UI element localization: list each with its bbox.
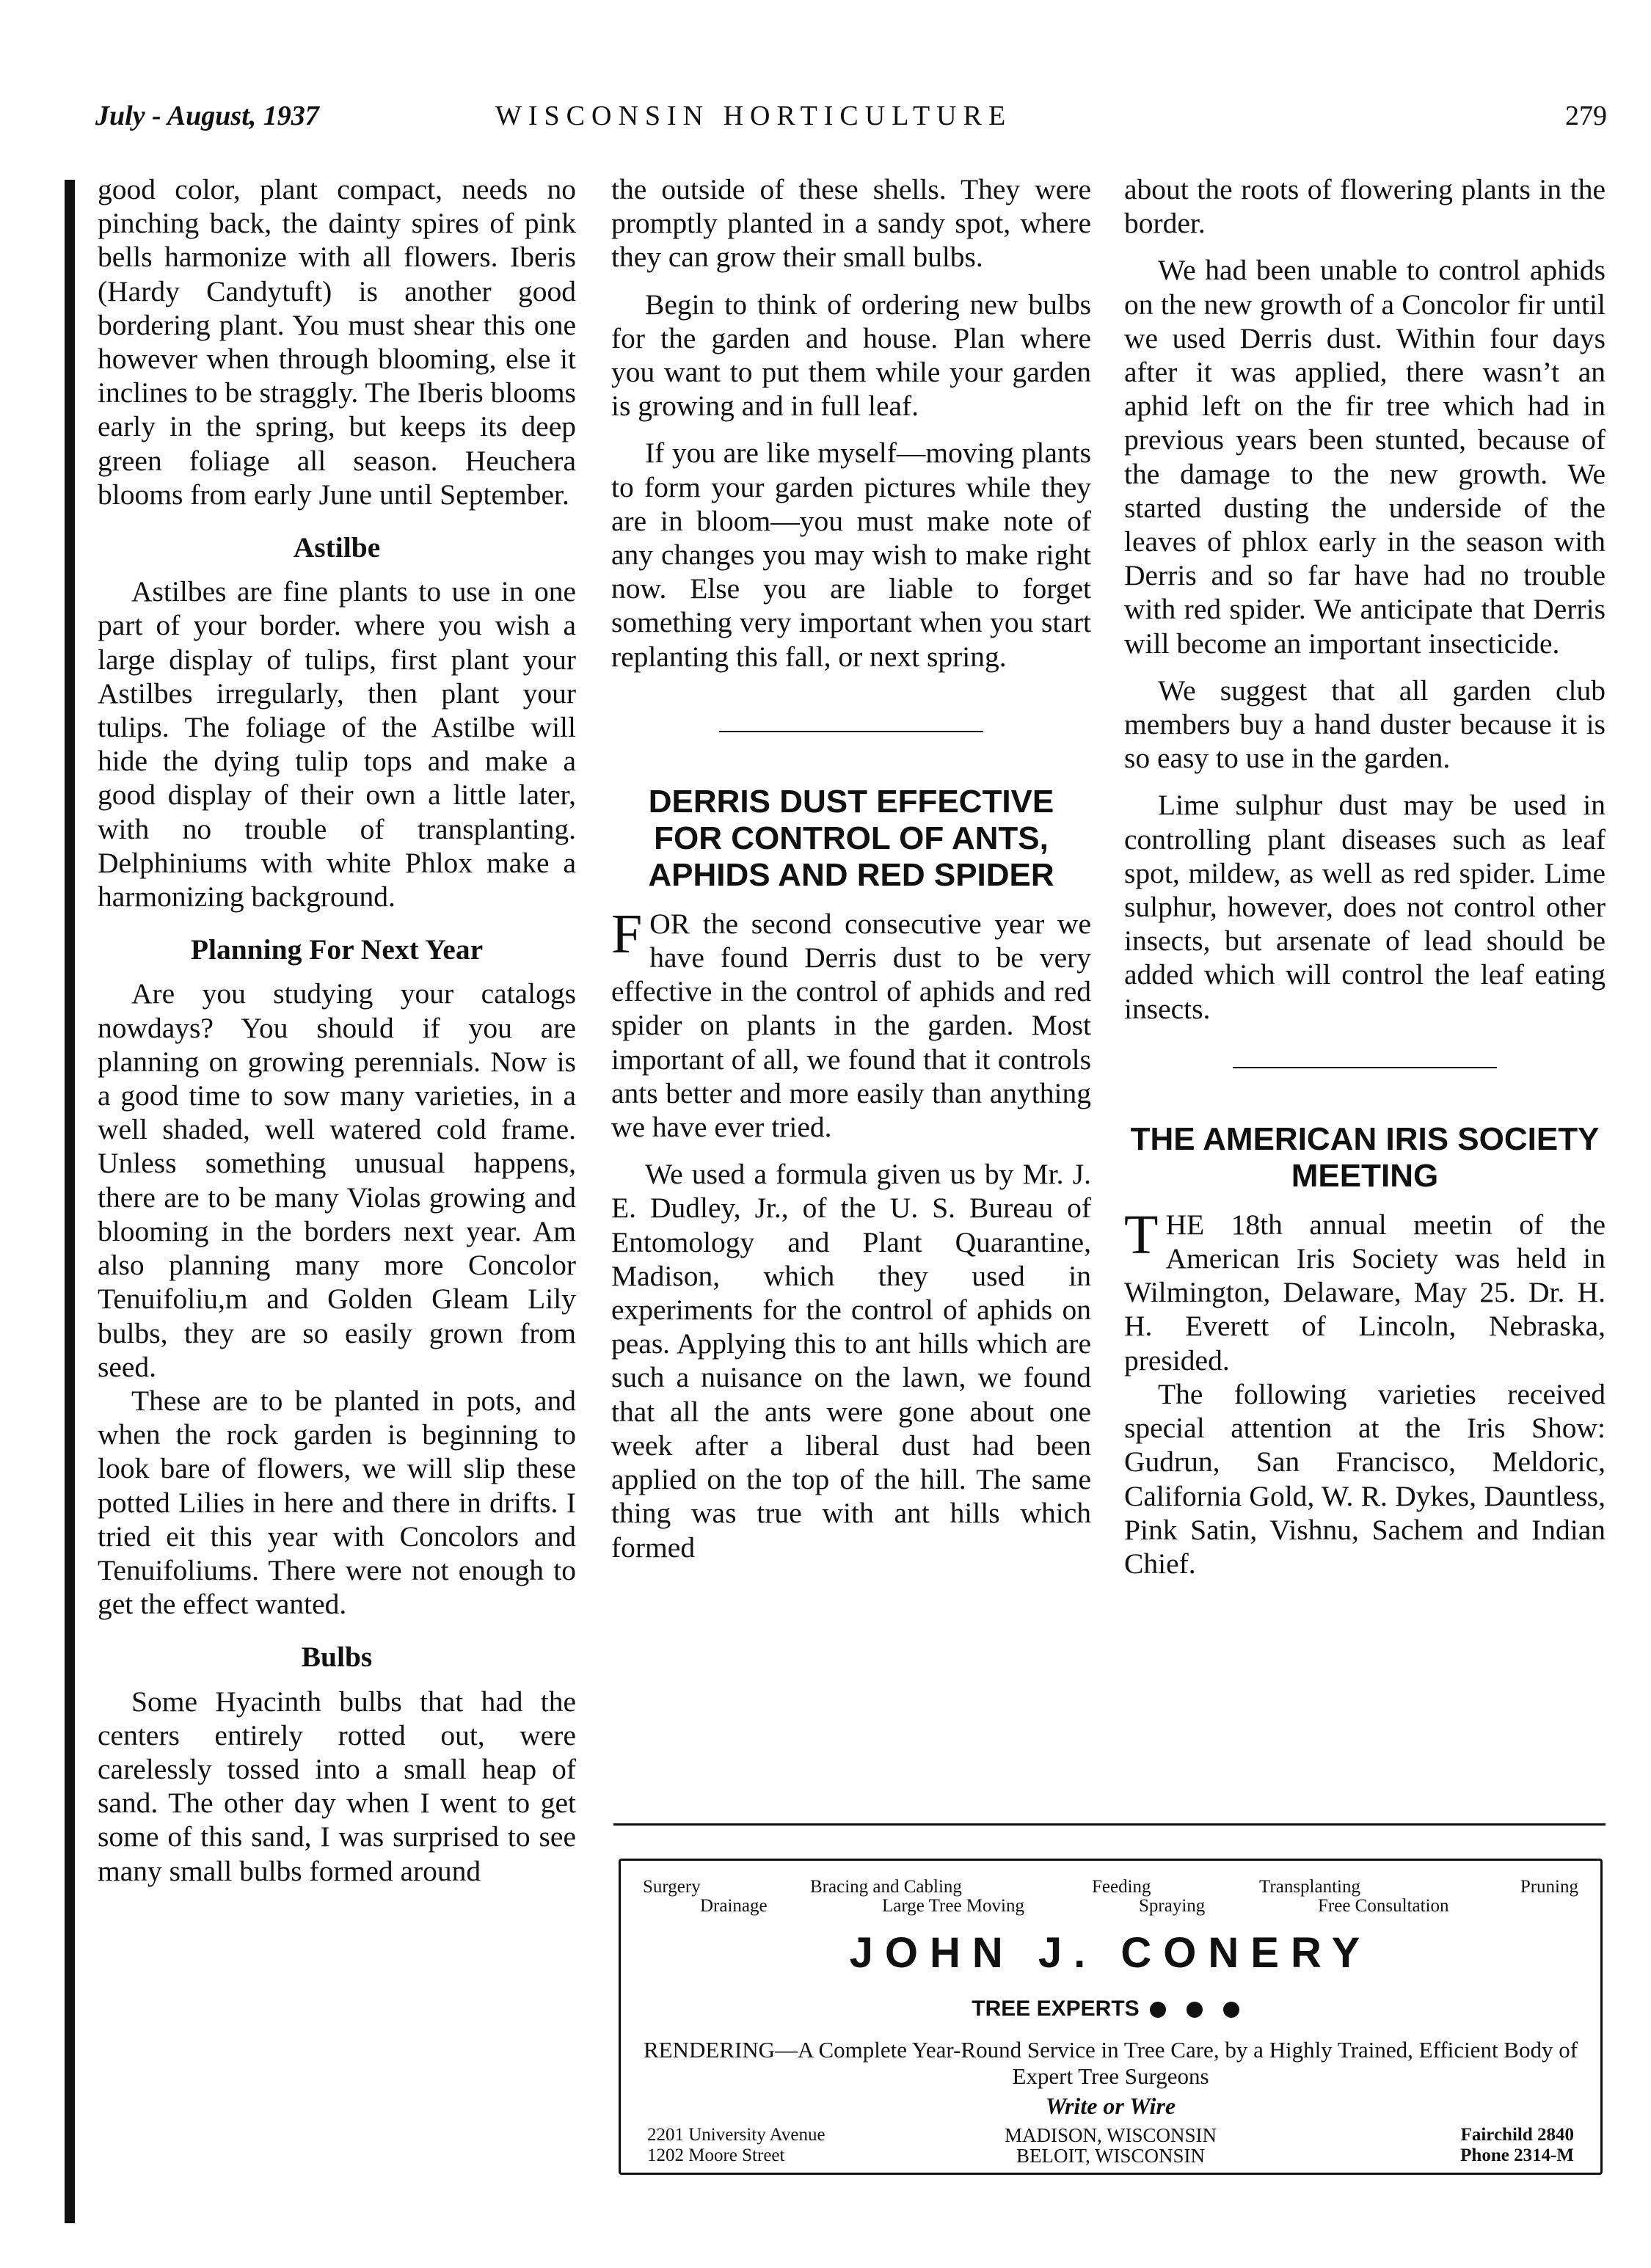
drop-cap: F: [611, 903, 643, 965]
paragraph: We used a formula given us by Mr. J. E. Dudley, Jr., of the U. S. Bureau of Entomology and Plant Quarantine, Madison, which they used in experiments for the control of aphids on peas. Applying this to ant hills which are such a nuisance on the lawn, we found that all the ants were gone about one week after a liberal dust had been applied on the top of the hill. The same thing was true with ant hills which formed: [611, 1158, 1091, 1564]
paragraph: Astilbes are fine plants to use in one part of your border. where you wish a large display of tulips, first plant your Astilbes irregularly, then plant your tulips. The foliage of the Astilbe will hide the dying tulip tops and make a good display of their own a little later, with no trouble of transplanting. Delphiniums with white Phlox make a harmonizing background.: [98, 575, 576, 914]
service-item: Feeding: [1092, 1877, 1151, 1897]
issue-date: July - August, 1937: [95, 101, 319, 131]
left-margin-bar: [65, 180, 75, 2223]
advertisement-box: [619, 1859, 1603, 2175]
page-header: [95, 100, 1607, 136]
subheading-astilbe: Astilbe: [293, 531, 381, 564]
service-item: Transplanting: [1259, 1877, 1360, 1897]
service-item: Bracing and Cabling: [810, 1877, 962, 1897]
bullet-dot: [1150, 2002, 1166, 2018]
paragraph: the outside of these shells. They were promptly planted in a sandy spot, where they can grow their small bulbs.: [611, 173, 1091, 274]
street-addresses: 2201 University Avenue 1202 Moore Street: [647, 2125, 826, 2165]
paragraph: If you are like myself—moving plants to form your garden pictures while they are in bloom—you must make note of any changes you may wish to make right now. Else you are liable to forget something very important when you start replanting this fall, or next spring.: [611, 437, 1091, 673]
company-name: JOHN J. CONERY: [849, 1929, 1372, 1977]
subheading-planning: Planning For Next Year: [190, 933, 484, 966]
drop-cap: T: [1124, 1203, 1159, 1266]
paragraph: These are to be planted in pots, and when the rock garden is beginning to look bare of flowers, we will slip these potted Lilies in here and there in drifts. I tried eit this year with Concolors and Tenuifoliums. There were not enough to get the effect wanted.: [98, 1384, 576, 1621]
service-item: Free Consultation: [1318, 1896, 1449, 1916]
paragraph: Lime sulphur dust may be used in controlling plant diseases such as leaf spot, mildew, as well as red spider. Lime sulphur, however, does not control other insects, but arsenate of lead should be added which will control the leaf eating insects.: [1124, 789, 1606, 1025]
company-subtitle: TREE EXPERTS: [621, 1999, 1600, 2019]
paragraph: THE 18th annual meetin of the American Iris Society was held in Wilmington, Delaware, May 25. Dr. H. H. Everett of Lincoln, Nebraska, presided.: [1124, 1203, 1606, 1377]
article-headline-iris: THE AMERICAN IRIS SOCIETY MEETING: [1130, 1120, 1600, 1194]
service-item: Spraying: [1139, 1896, 1206, 1916]
service-item: Surgery: [643, 1877, 701, 1897]
section-divider: [719, 731, 983, 732]
advertisement-rule: [613, 1823, 1606, 1826]
paragraph: Begin to think of ordering new bulbs for the garden and house. Plan where you want to put them while your garden is growing and in full leaf.: [611, 288, 1091, 423]
phone-numbers: Fairchild 2840 Phone 2314-M: [1460, 2125, 1574, 2165]
subheading-bulbs: Bulbs: [301, 1641, 373, 1674]
paragraph: about the roots of flowering plants in the border.: [1124, 173, 1606, 240]
bullet-dot: [1187, 2002, 1203, 2018]
paragraph: We suggest that all garden club members buy a hand duster because it is so easy to use in the garden.: [1124, 674, 1606, 775]
paragraph: We had been unable to control aphids on the new growth of a Concolor fir until we used Derris dust. Within four days after it was applied, there wasn’t an aphid left on the fir tree which had in previous years been stunted, because of the damage to the new growth. We started dusting the underside of the leaves of phlox early in the season with Derris and so far have had no trouble with red spider. We anticipate that Derris will become an important insecticide.: [1124, 254, 1606, 660]
service-item: Large Tree Moving: [882, 1896, 1024, 1916]
city-addresses: MADISON, WISCONSIN BELOIT, WISCONSIN: [1004, 2124, 1217, 2167]
service-item: Pruning: [1520, 1877, 1578, 1897]
paragraph: Some Hyacinth bulbs that had the centers entirely rotted out, were carelessly tossed into a small heap of sand. The other day when I went to get some of this sand, I was surprised to see many small bulbs formed around: [98, 1685, 576, 1887]
column-left: [98, 172, 576, 1888]
ad-call-to-action: Write or Wire: [1045, 2093, 1176, 2119]
column-right: [1124, 172, 1606, 1580]
service-item: Drainage: [700, 1896, 768, 1916]
article-headline-derris: DERRIS DUST EFFECTIVE FOR CONTROL OF ANTS, APHIDS AND RED SPIDER: [648, 783, 1054, 893]
paragraph: Are you studying your catalogs nowdays? You should if you are planning on growing perennials. Now is a good time to sow many varieties, in a well shaded, well watered cold frame. Unless something unusual happens, there are to be many Violas growing and blooming in the borders next year. Am also planning many more Concolor Tenuifoliu,m and Golden Gleam Lily bulbs, they are so easily grown from seed.: [98, 977, 576, 1383]
paragraph: good color, plant compact, needs no pinching back, the dainty spires of pink bells harmonize with all flowers. Iberis (Hardy Candytuft) is another good bordering plant. You must shear this one however when through blooming, else it inclines to be straggly. The Iberis blooms early in the spring, but keeps its deep green foliage all season. Heuchera blooms from early June until September.: [98, 173, 576, 511]
journal-title: WISCONSIN HORTICULTURE: [495, 101, 1013, 131]
paragraph: The following varieties received special attention at the Iris Show: Gudrun, San Francisco, Meldoric, California Gold, W. R. Dykes, Dauntless, Pink Satin, Vishnu, Sachem and Indian Chief.: [1124, 1377, 1606, 1580]
page-number: 279: [1565, 101, 1607, 131]
ad-description: RENDERING—A Complete Year-Round Service in Tree Care, by a Highly Trained, Efficient Body of Expert Tree Surgeons: [643, 2037, 1578, 2089]
section-divider: [1233, 1067, 1497, 1068]
bullet-dot: [1223, 2002, 1239, 2018]
paragraph: FOR the second consecutive year we have found Derris dust to be very effective in the control of aphids and red spider on plants in the garden. Most important of all, we found that it controls ants better and more easily than anything we have ever tried.: [611, 903, 1091, 1144]
column-middle: [611, 172, 1091, 1564]
